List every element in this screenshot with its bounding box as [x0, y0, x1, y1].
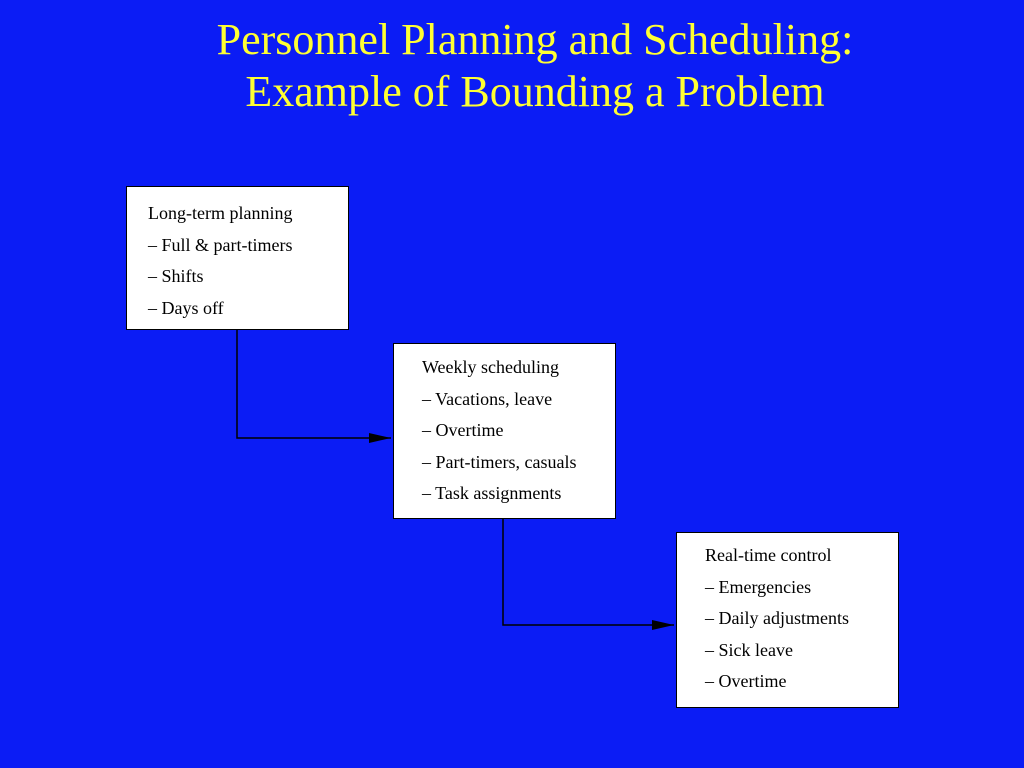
box-item: – Shifts [148, 266, 204, 286]
box-item: – Overtime [705, 671, 787, 691]
box-heading: Weekly scheduling [422, 357, 560, 377]
box-item: – Emergencies [705, 576, 812, 597]
title-line-1: Personnel Planning and Scheduling: [216, 15, 854, 64]
title-line-2: Example of Bounding a Problem [245, 67, 825, 116]
arrow-weekly-to-real-time [503, 519, 674, 625]
box-item: – Overtime [422, 420, 504, 440]
arrow-long-term-to-weekly [237, 330, 391, 438]
box-item: – Sick leave [705, 639, 793, 660]
weekly-scheduling-box [393, 343, 616, 519]
box-item: – Days off [148, 297, 224, 318]
long-term-planning-box [126, 186, 349, 330]
real-time-control-box [676, 532, 899, 708]
box-item: – Vacations, leave [422, 388, 553, 409]
box-item: – Daily adjustments [705, 608, 849, 628]
box-heading: Real-time control [705, 545, 832, 565]
box-item: – Full & part-timers [148, 234, 293, 255]
box-heading: Long-term planning [148, 203, 293, 223]
box-item: – Task assignments [422, 483, 562, 503]
box-item: – Part-timers, casuals [422, 451, 577, 472]
